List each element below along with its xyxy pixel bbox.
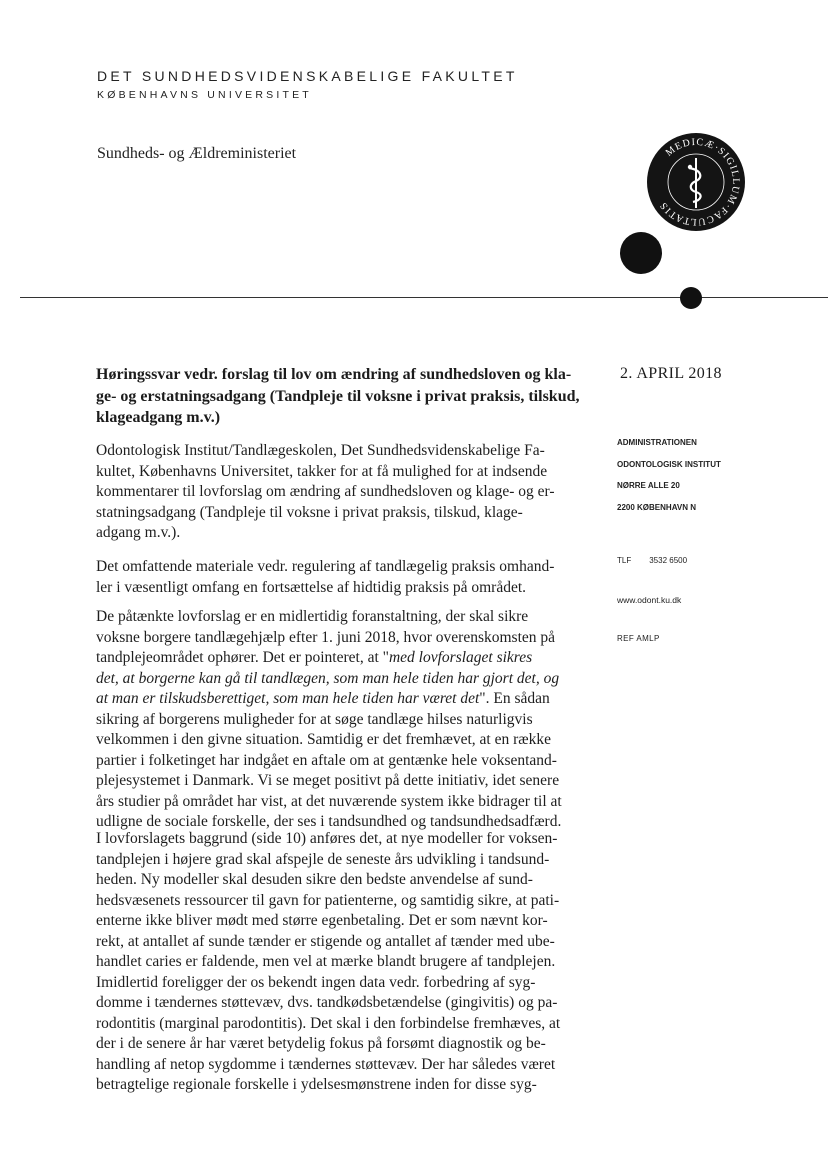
text-fragment: ". En sådan [479, 690, 550, 707]
sender-address [617, 432, 721, 518]
address-line: ADMINISTRATIONEN [617, 438, 697, 447]
address-line: 2200 KØBENHAVN N [617, 502, 696, 512]
text-line: betragtelige regionale forskelle i ydelsesmønstrene inden for disse syg- [96, 1076, 537, 1093]
text-line: tandplejen i højere grad skal afspejle de seneste års udvikling i tandsund- [96, 850, 550, 868]
text-line: rodontitis (marginal parodontitis). Det skal i den forbindelse fremhæves, at [96, 1014, 561, 1032]
text-line: domme i tændernes støttevæv, dvs. tandkødsbetændelse (gingivitis) og pa- [96, 994, 558, 1011]
quote-fragment: det, at borgerne kan gå til tandlægen, som man hele tiden har gjort det, og [96, 669, 560, 687]
text-line: handling af netop sygdomme i tændernes støttevæv. Der har således været [96, 1055, 556, 1073]
text-line: kultet, Københavns Universitet, takker for at få mulighed for at indsende [96, 462, 548, 480]
paragraph-proposal [96, 607, 586, 833]
website: www.odont.ku.dk [617, 595, 682, 605]
quote-fragment: med lovforslaget sikres [388, 649, 533, 666]
paragraph-background [96, 829, 586, 1096]
paragraph-material [96, 557, 586, 598]
text-fragment: tandplejeområdet ophører. Det er pointeret, at " [96, 649, 389, 666]
subject-line: ge- og erstatningsadgang (Tandpleje til voksne i privat praksis, tilskud, [96, 387, 580, 405]
text-line: Det omfattende materiale vedr. regulering af tandlægelig praksis omhand- [96, 558, 555, 575]
quote-fragment: at man er tilskudsberettiget, som man hele tiden har været det [96, 690, 480, 707]
telephone-label: TLF [617, 556, 632, 565]
text-line: heden. Ny modeller skal desuden sikre den bedste anvendelse af sund- [96, 871, 533, 888]
text-line [96, 689, 586, 710]
text-line: kommentarer til lovforslag om ændring af sundhedsloven og klage- og er- [96, 483, 555, 500]
faculty-seal-logo [646, 132, 746, 232]
reference: REF AMLP [617, 634, 660, 643]
text-line: I lovforslagets baggrund (side 10) anføres det, at nye modeller for voksen- [96, 830, 558, 847]
text-line: udligne de sociale forskelle, der ses i tandsundhed og tandsundhedsadfærd. [96, 813, 562, 830]
subject-line: klageadgang m.v.) [96, 409, 221, 426]
text-line [96, 669, 586, 690]
text-line: adgang m.v.). [96, 524, 181, 541]
text-line [96, 648, 586, 669]
divider-dot [680, 287, 702, 309]
faculty-name: DET SUNDHEDSVIDENSKABELIGE FAKULTET [97, 68, 518, 84]
decorative-dot [620, 232, 662, 274]
text-line: enterne ikke bliver mødt med større egenbetaling. Det er som nævnt kor- [96, 912, 548, 929]
text-line: De påtænkte lovforslag er en midlertidig foranstaltning, der skal sikre [96, 608, 529, 625]
text-line: sikring af borgerens muligheder for at søge tandlæge hilses naturligvis [96, 710, 533, 728]
text-line: Imidlertid foreligger der os bekendt ingen data vedr. forbedring af syg- [96, 973, 536, 991]
text-line: rekt, at antallet af sunde tænder er stigende og antallet af tænder med ube- [96, 932, 555, 950]
address-line: ODONTOLOGISK INSTITUT [617, 459, 721, 469]
letter-date: 2. APRIL 2018 [620, 365, 722, 382]
text-line: plejesystemet i Danmark. Vi se meget positivt på dette initiativ, idet senere [96, 772, 560, 789]
subject-line: Høringssvar vedr. forslag til lov om ændring af sundhedsloven og kla- [96, 366, 572, 383]
university-name: KØBENHAVNS UNIVERSITET [97, 89, 312, 101]
text-line: års studier på området har vist, at det nuværende system ikke bidrager til at [96, 792, 562, 810]
telephone [617, 556, 687, 565]
text-line: statningsadgang (Tandpleje til voksne i privat praksis, tilskud, klage- [96, 503, 523, 521]
paragraph-intro [96, 441, 586, 544]
text-line: velkommen i den givne situation. Samtidig er det fremhævet, at en række [96, 731, 551, 748]
recipient: Sundheds- og Ældreministeriet [97, 145, 297, 162]
address-line: NØRRE ALLE 20 [617, 481, 680, 490]
header-divider [20, 297, 828, 298]
text-line: partier i folketinget har indgået en aftale om at gentænke hele voksentand- [96, 751, 557, 769]
letter-subject [96, 364, 588, 429]
text-line: ler i væsentligt omfang en fortsættelse af hidtidig praksis på området. [96, 578, 527, 596]
svg-text:MEDICÆ·SIGILLUM·FACULTATIS: MEDICÆ·SIGILLUM·FACULTATIS [657, 136, 742, 228]
telephone-number: 3532 6500 [649, 556, 688, 565]
text-line: voksne borgere tandlægehjælp efter 1. juni 2018, hvor overenskomsten på [96, 628, 556, 646]
text-line: der i de senere år har været betydelig fokus på forsømt diagnostik og be- [96, 1035, 546, 1052]
text-line: hedsvæsenets ressourcer til gavn for patienterne, og samtidig sikre, at pati- [96, 891, 560, 909]
text-line: handlet caries er faldende, men vel at mærke blandt brugere af tandplejen. [96, 953, 556, 970]
text-line: Odontologisk Institut/Tandlægeskolen, Det Sundhedsvidenskabelige Fa- [96, 442, 545, 459]
